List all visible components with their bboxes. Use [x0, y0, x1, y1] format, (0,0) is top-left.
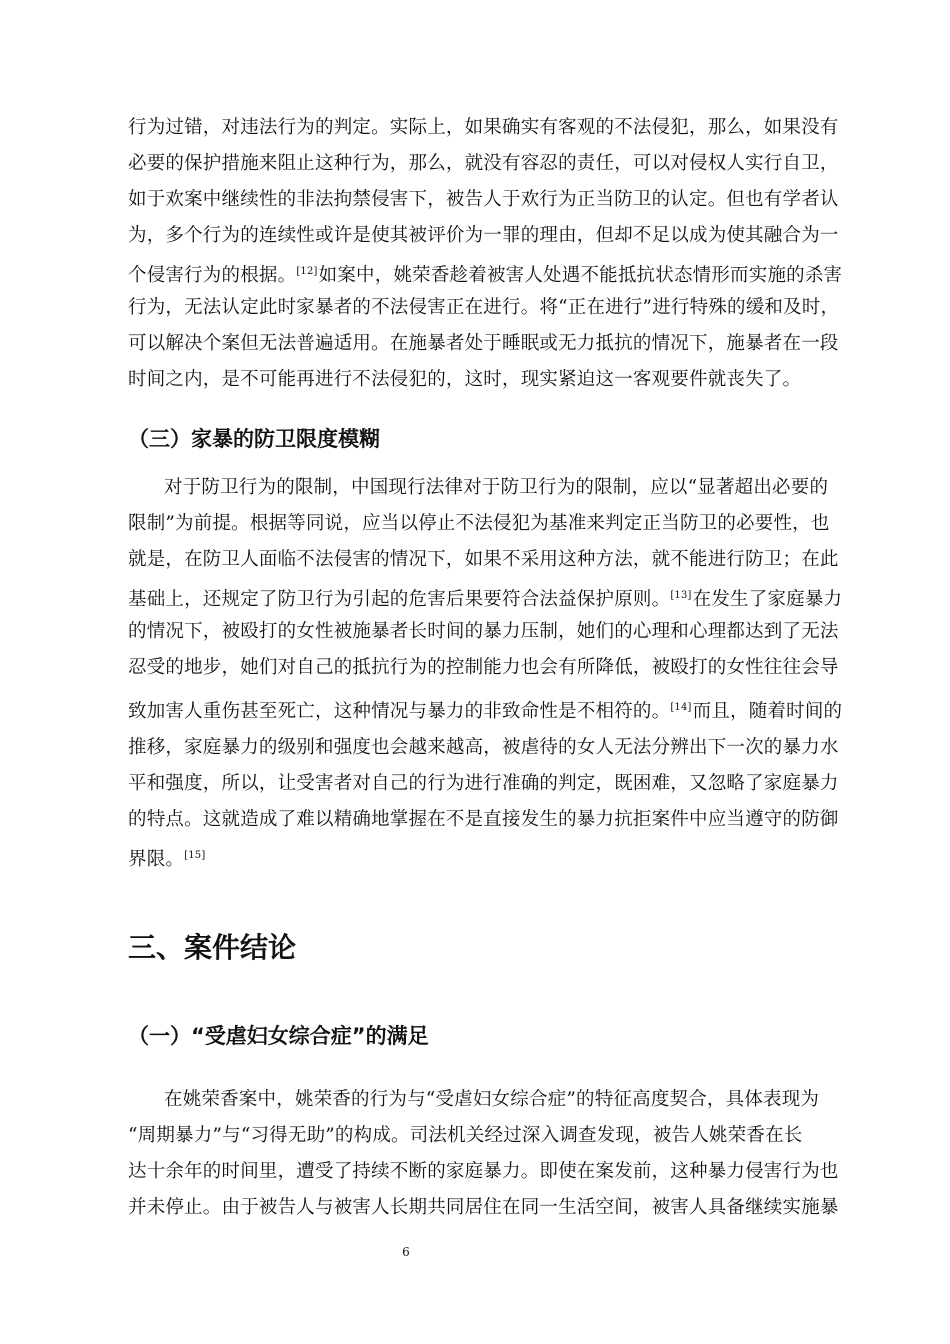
text-line — [128, 259, 842, 289]
text-line: 并未停止。由于被告人与被害人长期共同居住在同一生活空间，被害人具备继续实施暴 — [128, 1197, 839, 1218]
text-run: 而且，随着时间的 — [692, 701, 843, 722]
section-heading-defense-limit: （三）家暴的防卫限度模糊 — [128, 427, 380, 451]
text-run: 致加害人重伤甚至死亡，这种情况与暴力的非致命性是不相符的。 — [128, 701, 671, 722]
text-line: 就是，在防卫人面临不法侵害的情况下，如果不采用这种方法，就不能进行防卫；在此 — [128, 549, 839, 570]
text-line: 忍受的地步，她们对自己的抵抗行为的控制能力也会有所降低，被殴打的女性往往会导 — [128, 657, 839, 678]
page-number: 6 — [402, 1245, 410, 1259]
citation-ref-14: [14] — [670, 702, 692, 713]
text-line — [128, 583, 842, 613]
text-line: 推移，家庭暴力的级别和强度也会越来越高，被虐待的女人无法分辨出下一次的暴力水 — [128, 737, 839, 758]
text-line: 限制”为前提。根据等同说，应当以停止不法侵犯为基准来判定正当防卫的必要性，也 — [128, 513, 830, 534]
chapter-heading-case-conclusion: 三、案件结论 — [128, 931, 297, 964]
text-line: 可以解决个案但无法普遍适用。在施暴者处于睡眠或无力抵抗的情况下，施暴者在一段 — [128, 333, 839, 354]
section-heading-battered-woman-syndrome: （一）“受虐妇女综合症”的满足 — [128, 1024, 429, 1048]
text-line: 的特点。这就造成了难以精确地掌握在不是直接发生的暴力抗拒案件中应当遵守的防御 — [128, 809, 839, 830]
citation-ref-12: [12] — [296, 266, 318, 277]
text-run: 在发生了家庭暴力 — [692, 589, 843, 610]
text-line: 如于欢案中继续性的非法拘禁侵害下，被告人于欢行为正当防卫的认定。但也有学者认 — [128, 189, 839, 210]
text-line: 对于防卫行为的限制，中国现行法律对于防卫行为的限制，应以“显著超出必要的 — [164, 477, 829, 498]
text-line: 时间之内，是不可能再进行不法侵犯的，这时，现实紧迫这一客观要件就丧失了。 — [128, 369, 802, 390]
text-line: 平和强度，所以，让受害者对自己的行为进行准确的判定，既困难，又忽略了家庭暴力 — [128, 773, 839, 794]
citation-ref-15: [15] — [184, 850, 206, 861]
text-line: “周期暴力”与“习得无助”的构成。司法机关经过深入调查发现，被告人姚荣香在长 — [128, 1125, 803, 1146]
text-line: 达十余年的时间里，遭受了持续不断的家庭暴力。即使在案发前，这种暴力侵害行为也 — [128, 1161, 839, 1182]
text-run: 如案中，姚荣香趁着被害人处遇不能抵抗状态情形而实施的杀害 — [318, 265, 843, 286]
text-line: 行为过错，对违法行为的判定。实际上，如果确实有客观的不法侵犯，那么，如果没有 — [128, 117, 839, 138]
text-run: 基础上，还规定了防卫行为引起的危害后果要符合法益保护原则。 — [128, 589, 671, 610]
text-line: 为，多个行为的连续性或许是使其被评价为一罪的理由，但却不足以成为使其融合为一 — [128, 225, 839, 246]
text-line — [128, 843, 206, 873]
citation-ref-13: [13] — [670, 590, 692, 601]
text-line: 在姚荣香案中，姚荣香的行为与“受虐妇女综合症”的特征高度契合，具体表现为 — [164, 1089, 820, 1110]
text-line — [128, 695, 842, 725]
text-run: 界限。 — [128, 849, 185, 870]
text-run: 个侵害行为的根据。 — [128, 265, 297, 286]
text-line: 的情况下，被殴打的女性被施暴者长时间的暴力压制，她们的心理和心理都达到了无法 — [128, 621, 839, 642]
text-line: 行为，无法认定此时家暴者的不法侵害正在进行。将“正在进行”进行特殊的缓和及时， — [128, 297, 840, 318]
text-line: 必要的保护措施来阻止这种行为，那么，就没有容忍的责任，可以对侵权人实行自卫， — [128, 153, 839, 174]
